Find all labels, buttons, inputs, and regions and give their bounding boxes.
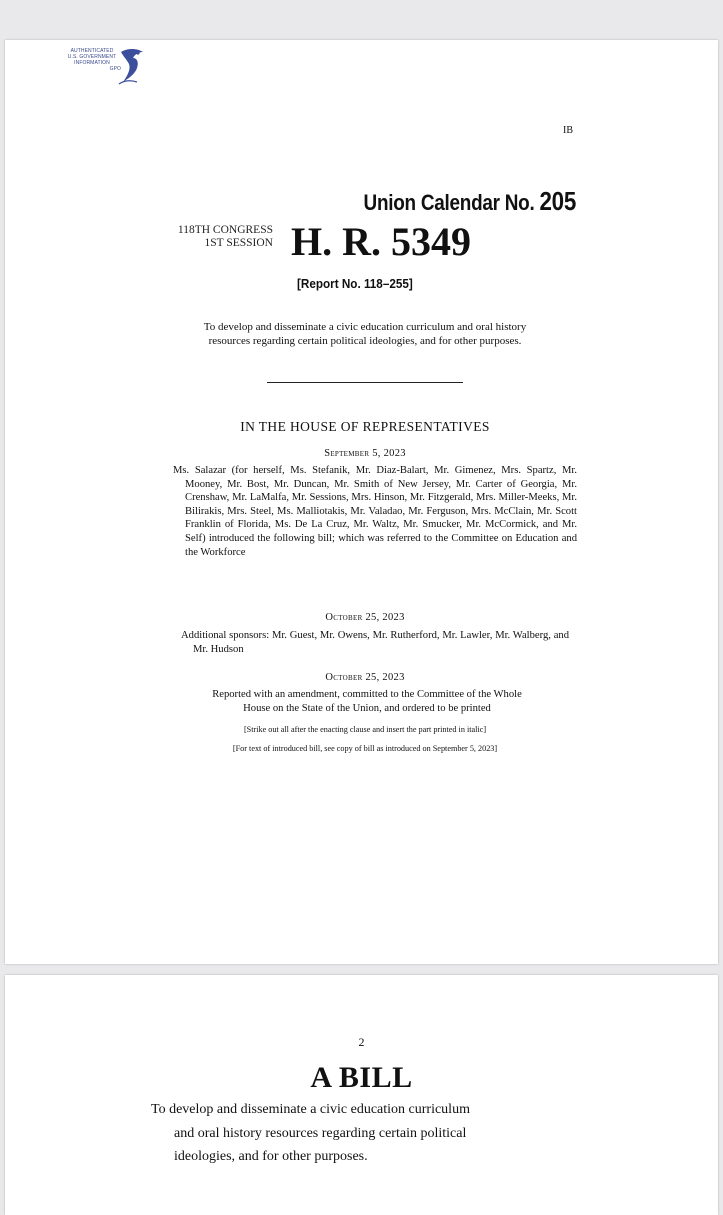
seal-line: INFORMATION [74,60,110,66]
bill-heading: A BILL [310,1061,413,1094]
document-page-1 [5,40,718,964]
bill-long-title [151,1098,575,1169]
date-reported: October 25, 2023 [325,672,405,683]
introduced-text-note: [For text of introduced bill, see copy of bill as introduced on September 5, 2023] [232,744,498,753]
seal-text [61,48,123,72]
date-introduced: September 5, 2023 [324,448,406,459]
bill-title-line: and oral history resources regarding certain political [174,1125,467,1141]
strike-note: [Strike out all after the enacting clause and insert the part printed in italic] [243,725,487,734]
divider-rule [267,382,463,383]
eagle-seal-icon [117,46,147,86]
sponsor-text: Ms. Salazar (for herself, Ms. Stefanik, Mr. Diaz-Balart, Mr. Gimenez, Mrs. Spartz, Mr. Mooney, Mr. Bost, Mr. Duncan, Mr. Smith of New Jersey, Mr. Carter of Georgia, Mr. Crenshaw, Mr. LaMalfa, Mr. Sessions, Mrs. Hinson, Mr. Fitzgerald, Mrs. Miller-Meeks, Mr. Bilirakis, Mrs. Steel, Ms. Malliotakis, Mr. Valadao, Mr. Ferguson, Mrs. McClain, Mr. Scott Franklin of Florida, Ms. De La Cruz, Mr. Waltz, Mr. Smucker, Mr. McCormick, and Mr. Self) introduced the following bill; which was referred to the Committee on Education and the Workforce [173,465,577,558]
additional-sponsors-paragraph [181,629,569,656]
seal-line: U.S. GOVERNMENT [67,54,117,60]
reported-line: Reported with an amendment, committed to the Committee of the Whole [212,689,522,700]
union-calendar-value: 205 [539,186,576,216]
additional-sponsors-text: Additional sponsors: Mr. Guest, Mr. Owens, Mr. Rutherford, Mr. Lawler, Mr. Walberg, and Mr. Hudson [181,630,569,655]
congress-session [145,224,273,250]
bill-title-line: To develop and disseminate a civic education curriculum [151,1102,470,1117]
sponsor-paragraph [173,464,577,559]
house-heading: IN THE HOUSE OF REPRESENTATIVES [240,419,490,434]
short-title [155,320,575,348]
short-title-line: To develop and disseminate a civic education curriculum and oral history [203,321,527,333]
date-additional-sponsors: October 25, 2023 [325,612,405,623]
reported-paragraph [165,688,569,715]
union-calendar-prefix: Union Calendar No. [363,190,535,215]
seal-line: AUTHENTICATED [70,48,114,54]
page-number: 2 [358,1035,365,1049]
congress-line: 118TH CONGRESS [177,224,273,236]
report-number: [Report No. 118–255] [297,276,413,291]
ib-mark: IB [563,125,573,136]
union-calendar-number [343,186,576,217]
session-line: 1ST SESSION [204,237,273,249]
reported-line: House on the State of the Union, and ordered to be printed [243,702,491,714]
short-title-line: resources regarding certain political ideologies, and for other purposes. [208,335,522,347]
gpo-authentication-seal [61,46,151,90]
seal-line: GPO [109,66,121,72]
bill-number: H. R. 5349 [291,219,471,264]
bill-title-line: ideologies, and for other purposes. [174,1149,368,1164]
document-page-2 [5,975,718,1215]
